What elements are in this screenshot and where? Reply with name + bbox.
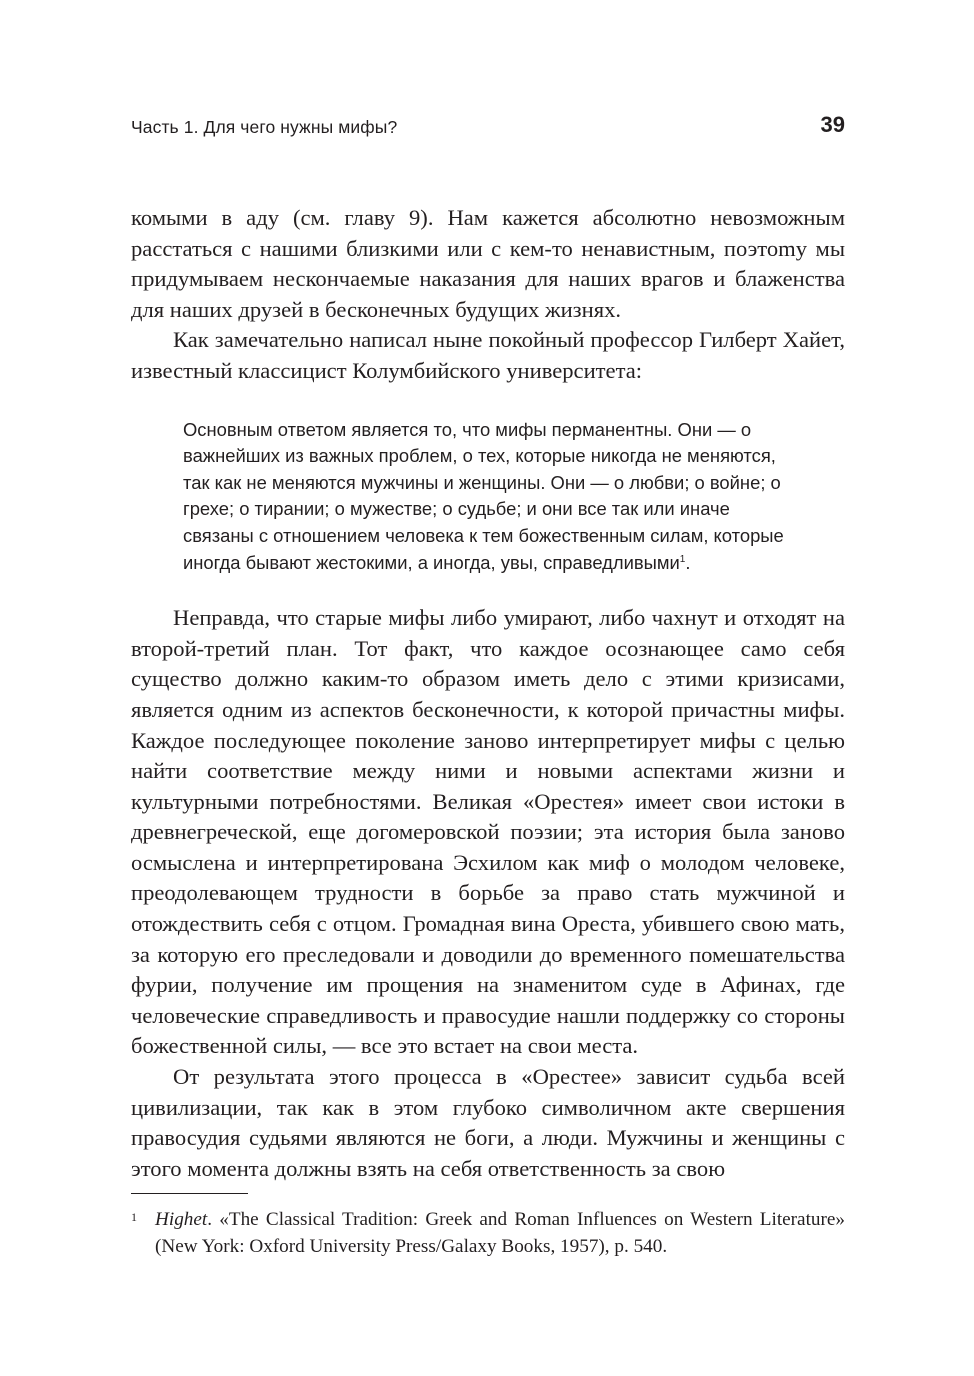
paragraph-continued: комыми в аду (см. главу 9). Нам кажется абсолютно невозможным расстаться с нашими близкими или с кем-то ненавистным, поэтоmу мы придумываем нескончаемые наказания для наших врагов и блаженства для наших друзей в бесконечных будущих жизнях. (131, 205, 845, 322)
footnote-text (155, 1206, 845, 1260)
quote-text: Основным ответом является то, что мифы перманентны. Они — о важнейших из важных проблем, о тех, которые никогда не меняются, так как не меняются мужчины и женщины. Они — о любви; о войне; о грехе; о тирании; о мужестве; о судьбе; и они все так или иначе связаны с отношением человека к тем божественным силам, которые иногда бывают жестокими, а иногда, увы, справедливыми (183, 418, 784, 573)
page-number: 39 (820, 112, 845, 137)
running-head (131, 112, 845, 142)
paragraph-myths: Неправда, что старые мифы либо умирают, либо чахнут и отходят на второй-третий план. Тот факт, что каждое осознающее само себя существо должно каким-то образом иметь дело с этими кризисами, является одним из аспектов бесконечности, к которой причастны мифы. Каждое последующее поколение заново интерпретирует мифы с целью найти соответствие между ними и новыми аспектами жизни и культурными потребностями. Великая «Орестея» имеет свои истоки в древнегреческой, еще догомеровской поэзии; эта история была заново осмыслена и интерпретирована Эсхилом как миф о молодом человеке, преодолевающем трудности в борьбе за право стать мужчиной и отождествить себя с отцом. Громадная вина Ореста, убившего свою мать, за которую его преследовали и доводили до временного помешательства фурии, получение им прощения на знаменитом суде в Афинах, где человеческие справедливость и правосудие нашли поддержку со стороны божественной силы, — все это встает на свои места. (131, 605, 845, 1059)
paragraph-intro-quote: Как замечательно написал ныне покойный профессор Гилберт Хайет, известный классицист Колумбийского университета: (131, 327, 845, 383)
footnote-divider (131, 1193, 248, 1194)
main-text (131, 203, 845, 1184)
running-title: Часть 1. Для чего нужны мифы? (131, 117, 398, 137)
quote-end: . (685, 551, 691, 573)
footnote-citation: . «The Classical Tradition: Greek and Roman Influences on Western Literature» (New York: Oxford University Press/Galaxy Books, 1957), p. 540. (155, 1209, 845, 1257)
block-quote (183, 417, 791, 577)
paragraph-oresteia: От результата этого процесса в «Орестее» зависит судьба всей цивилизации, так как в этом глубоко символичном акте свершения правосудия судьями являются не боги, а люди. Мужчины и женщины с этого момента должны взять на себя ответственность за свою (131, 1064, 845, 1181)
footnote-reference: 1 (679, 553, 686, 565)
footnote-author: Highet (155, 1209, 208, 1230)
footnote (131, 1206, 845, 1260)
footnote-mark: 1 (131, 1210, 137, 1224)
